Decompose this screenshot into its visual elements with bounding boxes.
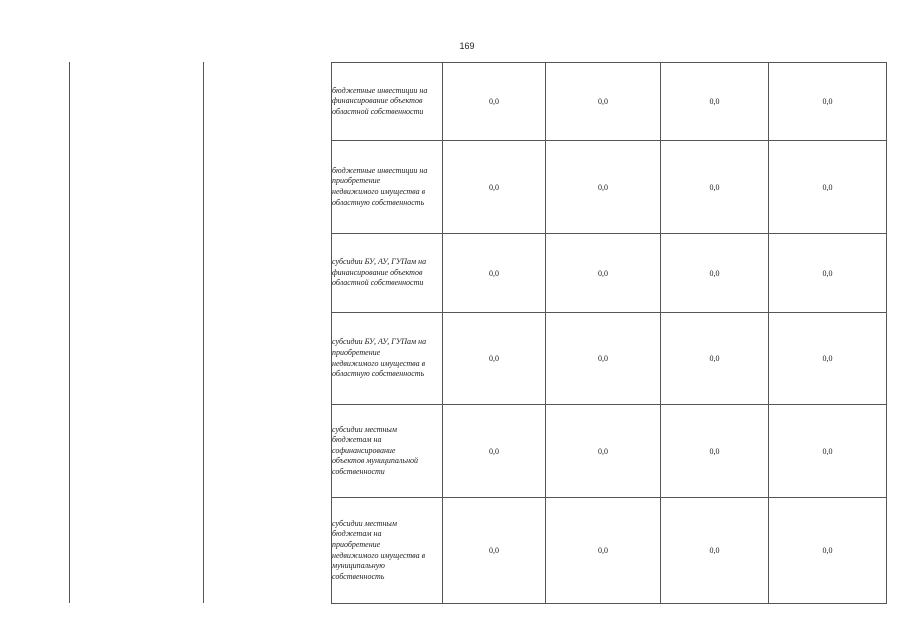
value-cell: 0,0 (769, 313, 887, 405)
value-cell: 0,0 (443, 313, 546, 405)
value-cell: 0,0 (443, 405, 546, 498)
table-column-divider-middle (203, 62, 204, 603)
value-cell: 0,0 (546, 141, 661, 234)
row-label: бюджетные инвестиции на приобретение недвижимого имущества в областную собственность (332, 141, 443, 234)
table-row (332, 498, 887, 604)
value-cell: 0,0 (661, 498, 769, 604)
table-row (332, 141, 887, 234)
value-cell: 0,0 (769, 498, 887, 604)
value-cell: 0,0 (661, 313, 769, 405)
value-cell: 0,0 (661, 405, 769, 498)
value-cell: 0,0 (661, 234, 769, 313)
page-number: 169 (459, 41, 475, 51)
value-cell: 0,0 (661, 63, 769, 141)
value-cell: 0,0 (769, 234, 887, 313)
value-cell: 0,0 (546, 498, 661, 604)
value-cell: 0,0 (546, 234, 661, 313)
value-cell: 0,0 (546, 405, 661, 498)
row-label: субсидии БУ, АУ, ГУПам на приобретение недвижимого имущества в областную собственность (332, 313, 443, 405)
row-label: субсидии местным бюджетам на софинансирование объектов муниципальной собственности (332, 405, 443, 498)
value-cell: 0,0 (546, 63, 661, 141)
row-label: субсидии БУ, АУ, ГУПам на финансирование объектов областной собственности (332, 234, 443, 313)
value-cell: 0,0 (443, 234, 546, 313)
value-cell: 0,0 (769, 63, 887, 141)
value-cell: 0,0 (443, 63, 546, 141)
table-row (332, 313, 887, 405)
value-cell: 0,0 (546, 313, 661, 405)
table-row (332, 234, 887, 313)
value-cell: 0,0 (443, 141, 546, 234)
value-cell: 0,0 (443, 498, 546, 604)
value-cell: 0,0 (661, 141, 769, 234)
table-row (332, 405, 887, 498)
table-row (332, 63, 887, 141)
row-label: бюджетные инвестиции на финансирование объектов областной собственности (332, 63, 443, 141)
budget-table (331, 62, 887, 604)
value-cell: 0,0 (769, 405, 887, 498)
table-column-divider-left (69, 62, 70, 603)
row-label: субсидии местным бюджетам на приобретение недвижимого имущества в муниципальную собственность (332, 498, 443, 604)
value-cell: 0,0 (769, 141, 887, 234)
